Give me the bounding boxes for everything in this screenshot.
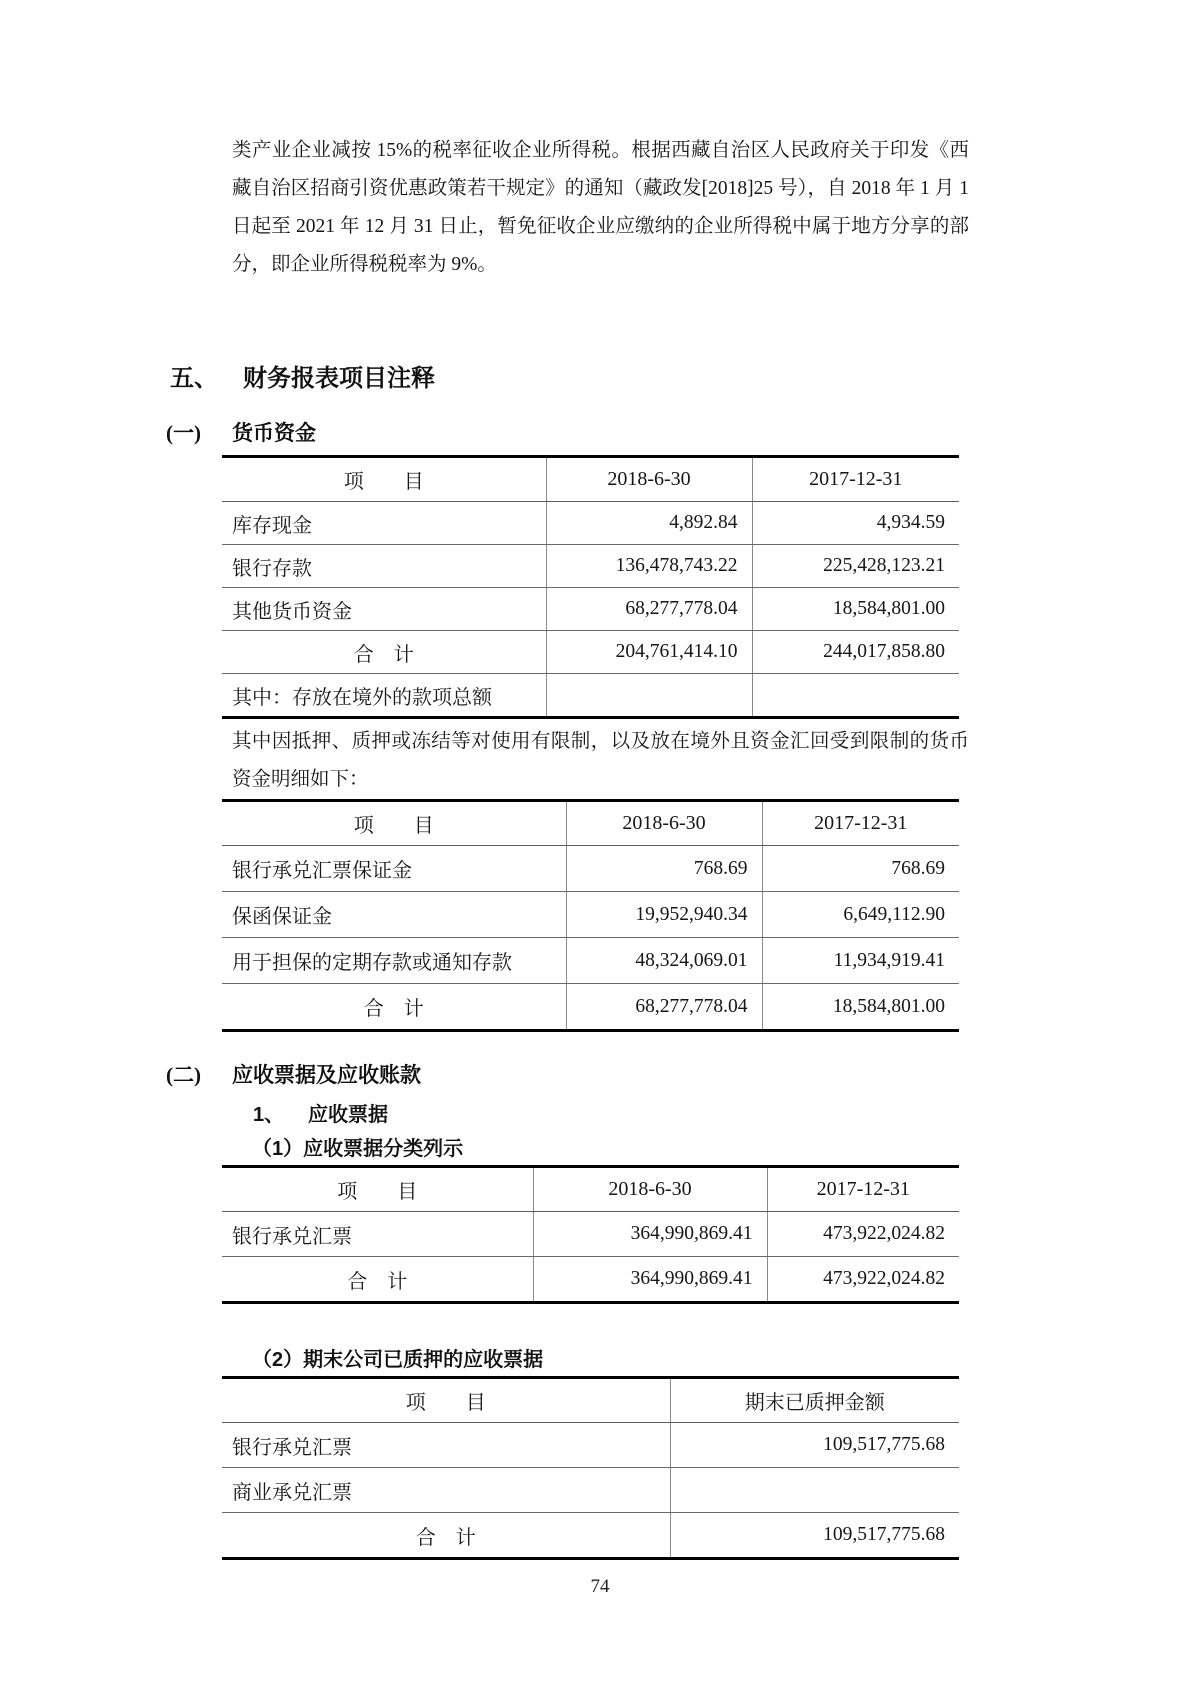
row-label: 银行承兑汇票保证金 (222, 846, 566, 892)
row-value: 4,934.59 (752, 502, 959, 545)
table-row (222, 938, 959, 984)
subsection-monetary-funds (166, 418, 1200, 449)
row-value: 244,017,858.80 (752, 631, 959, 674)
row-value (752, 674, 959, 718)
column-header: 2017-12-31 (767, 1167, 959, 1212)
row-value (670, 1468, 959, 1513)
column-header: 2018-6-30 (546, 457, 752, 502)
subsection-number: (二) (166, 1063, 201, 1087)
row-value: 473,922,024.82 (767, 1212, 959, 1257)
row-value: 225,428,123.21 (752, 545, 959, 588)
row-value: 473,922,024.82 (767, 1257, 959, 1303)
row-value: 109,517,775.68 (670, 1513, 959, 1559)
table-row (222, 1423, 959, 1468)
section-heading (170, 362, 1200, 396)
table-row (222, 588, 959, 631)
pledged-notes-table (222, 1376, 959, 1560)
notes-receivable-heading (253, 1101, 1200, 1129)
row-value: 204,761,414.10 (546, 631, 752, 674)
row-label: 库存现金 (222, 502, 546, 545)
table-row (222, 846, 959, 892)
subsection-receivables (166, 1060, 1200, 1091)
row-value: 19,952,940.34 (566, 892, 762, 938)
subsection-title: 货币资金 (232, 422, 316, 445)
row-value: 68,277,778.04 (546, 588, 752, 631)
column-header: 2017-12-31 (752, 457, 959, 502)
table-row (222, 674, 959, 718)
column-header: 2017-12-31 (762, 801, 959, 846)
classification-heading: （1）应收票据分类列示 (252, 1138, 464, 1160)
header-row (222, 1167, 959, 1212)
row-value: 48,324,069.01 (566, 938, 762, 984)
row-value: 18,584,801.00 (752, 588, 959, 631)
row-value: 364,990,869.41 (533, 1257, 767, 1303)
row-value: 109,517,775.68 (670, 1423, 959, 1468)
row-label: 银行承兑汇票 (222, 1423, 670, 1468)
row-label: 其他货币资金 (222, 588, 546, 631)
column-header: 项 目 (222, 1378, 670, 1423)
column-header: 项 目 (222, 457, 546, 502)
table-row (222, 631, 959, 674)
tax-policy-paragraph: 类产业企业减按 15%的税率征收企业所得税。根据西藏自治区人民政府关于印发《西藏自治区招商引资优惠政策若干规定》的通知（藏政发[2018]25 号），自 2018 年 1 月 1 日起至 2021 年 12 月 31 日止，暂免征收企业应缴纳的企业所得税中属于地方分享的部分，即企业所得税税率为 9%。 (232, 140, 969, 275)
column-header: 项 目 (222, 801, 566, 846)
table-row (222, 1257, 959, 1303)
table-row (222, 545, 959, 588)
column-header: 项 目 (222, 1167, 533, 1212)
notes-receivable-table (222, 1165, 959, 1304)
column-header: 期末已质押金额 (670, 1378, 959, 1423)
table-row (222, 892, 959, 938)
row-label: 银行承兑汇票 (222, 1212, 533, 1257)
row-label: 银行存款 (222, 545, 546, 588)
page-number: 74 (590, 1576, 610, 1597)
row-label: 合 计 (363, 998, 424, 1020)
row-value: 4,892.84 (546, 502, 752, 545)
table-row (222, 1468, 959, 1513)
header-row (222, 801, 959, 846)
subsection-number: (一) (166, 421, 201, 445)
restricted-funds-table (222, 799, 959, 1032)
row-value: 136,478,743.22 (546, 545, 752, 588)
column-header: 2018-6-30 (566, 801, 762, 846)
table-row (222, 502, 959, 545)
list-number: 1、 (253, 1104, 285, 1126)
restricted-funds-note: 其中因抵押、质押或冻结等对使用有限制，以及放在境外且资金汇回受到限制的货币资金明细如下： (232, 731, 969, 790)
row-value: 18,584,801.00 (762, 984, 959, 1031)
row-label: 合 计 (222, 631, 546, 674)
row-value (546, 674, 752, 718)
subsection-title: 应收票据及应收账款 (232, 1064, 421, 1087)
row-label: 保函保证金 (222, 892, 566, 938)
row-value: 6,649,112.90 (762, 892, 959, 938)
row-value: 768.69 (762, 846, 959, 892)
table-row (222, 1513, 959, 1559)
pledged-notes-heading: （2）期末公司已质押的应收票据 (252, 1349, 544, 1371)
row-label: 商业承兑汇票 (222, 1468, 670, 1513)
row-value: 768.69 (566, 846, 762, 892)
column-header: 2018-6-30 (533, 1167, 767, 1212)
list-title: 应收票据 (308, 1104, 388, 1126)
header-row (222, 457, 959, 502)
row-label: 其中：存放在境外的款项总额 (232, 686, 492, 709)
row-value: 364,990,869.41 (533, 1212, 767, 1257)
row-label: 合 计 (415, 1526, 476, 1549)
table-row (222, 984, 959, 1031)
section-number: 五、 (170, 365, 218, 392)
row-label: 用于担保的定期存款或通知存款 (222, 938, 566, 984)
row-value: 11,934,919.41 (762, 938, 959, 984)
row-label: 合 计 (347, 1270, 408, 1293)
monetary-funds-table (222, 455, 959, 719)
row-value: 68,277,778.04 (566, 984, 762, 1031)
header-row (222, 1378, 959, 1423)
section-title: 财务报表项目注释 (243, 365, 435, 392)
table-row (222, 1212, 959, 1257)
